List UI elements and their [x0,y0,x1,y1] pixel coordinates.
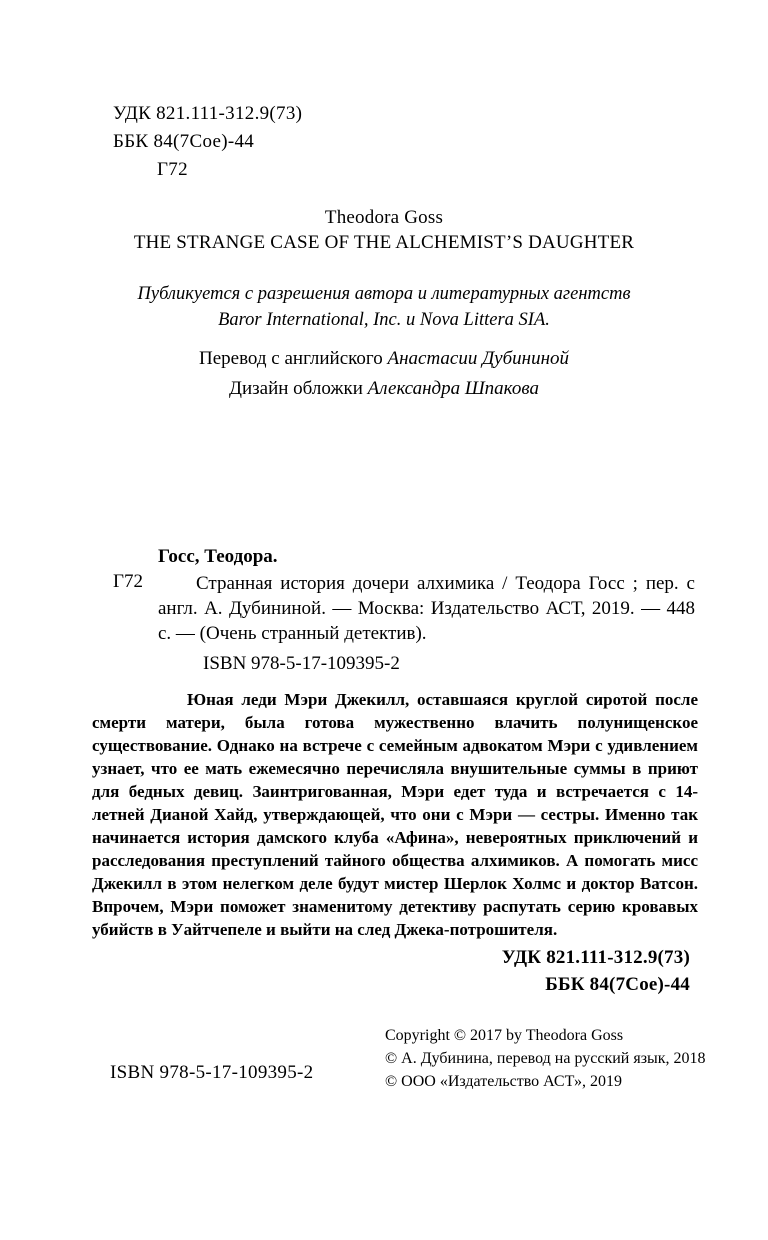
original-author: Theodora Goss [324,207,444,228]
rights-line-1: Публикуется с разрешения автора и литературных агентств [137,284,631,304]
translation-credit [0,344,768,374]
bbk-number-top: ББК 84(7Сое)-44 [113,131,255,152]
original-title-block [0,205,768,255]
copyright-line-publisher: © ООО «Издательство АСТ», 2019 [385,1073,622,1090]
rights-notice [0,281,768,333]
cover-credit [0,374,768,404]
udk-number-bottom: УДК 821.111-312.9(73) [501,947,690,968]
original-title: THE STRANGE CASE OF THE ALCHEMIST’S DAUGHTER [133,232,635,253]
cover-label: Дизайн обложки [229,378,363,399]
translator-name: Анастасии Дубининой [387,348,570,369]
annotation-paragraph: Юная леди Мэри Джекилл, оставшаяся круглой сиротой после смерти матери, была готова мужественно влачить полунищенское существование. Однако на встрече с семейным адвокатом Мэри с удивлением узнает, что ее мать ежемесячно перечисляла внушительные суммы в приют для бедных девиц. Заинтригованная, Мэри едет туда и встречается с 14-летней Дианой Хайд, утверждающей, что они с Мэри — сестры. Именно так начинается история дамского клуба «Афина», невероятных приключений и расследования преступлений тайного общества алхимиков. А помогать мисс Джекилл в этом нелегком деле будут мистер Шерлок Холмс и доктор Ватсон. Впрочем, Мэри поможет знаменитому детективу распутать серию кровавых убийств в Уайтчепеле и выйти на след Джека-потрошителя. [92,690,698,939]
catalog-author-heading: Госс, Теодора. [158,546,278,567]
author-sign-top: Г72 [157,159,188,180]
credits-block [0,344,768,404]
cover-designer-name: Александра Шпакова [367,378,539,399]
bottom-classification-block [502,944,690,998]
translation-label: Перевод с английского [198,348,383,369]
author-sign-margin: Г72 [113,571,143,592]
rights-line-2: Baror International, Inc. и Nova Littera SIA. [218,310,550,330]
top-classification-block [113,100,302,184]
bibliographic-description: Странная история дочери алхимика / Теодора Госс ; пер. с англ. А. Дубининой. — Москва: Издательство АСТ, 2019. — 448 с. — (Очень странный детектив). [158,573,695,644]
copyright-line-original: Copyright © 2017 by Theodora Goss [385,1027,624,1044]
isbn-bottom: ISBN 978-5-17-109395-2 [110,1062,314,1083]
copyright-block [385,1024,706,1093]
copyright-line-translation: © А. Дубинина, перевод на русский язык, 2018 [385,1050,706,1067]
udk-number-top: УДК 821.111-312.9(73) [113,103,303,124]
bbk-number-bottom: ББК 84(7Сое)-44 [545,974,690,995]
isbn-catalog: ISBN 978-5-17-109395-2 [203,653,400,674]
